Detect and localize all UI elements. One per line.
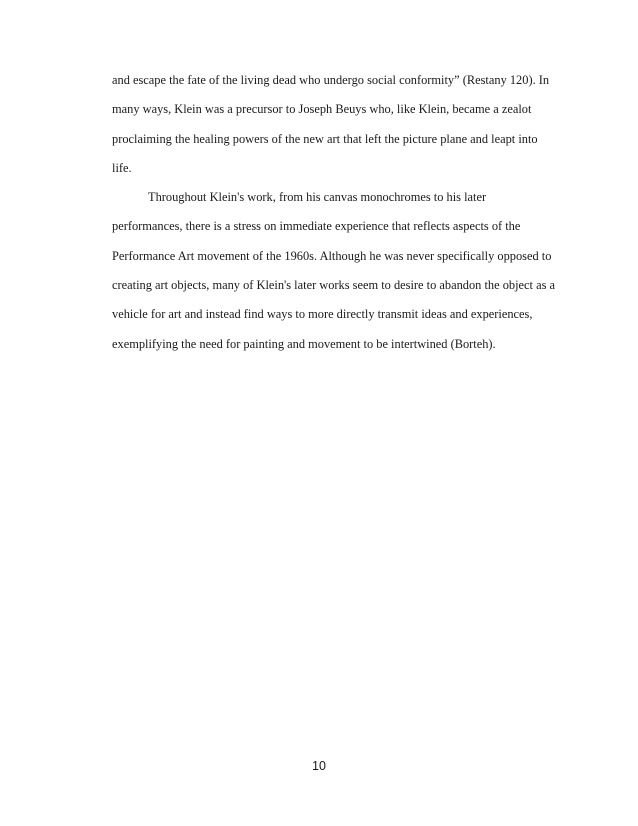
text-line: Performance Art movement of the 1960s. Although he was never specifically opposed to [112,248,552,263]
text-line: creating art objects, many of Klein's later works seem to desire to abandon the object as a [112,278,555,293]
text-line: performances, there is a stress on immediate experience that reflects aspects of the [112,219,521,234]
paragraph-2 [112,183,572,359]
text-line: vehicle for art and instead find ways to more directly transmit ideas and experiences, [112,307,533,322]
text-line: life. [112,160,132,175]
text-line: proclaiming the healing powers of the new art that left the picture plane and leapt into [112,131,538,146]
paragraph-1 [112,66,572,183]
text-line: Throughout Klein's work, from his canvas monochromes to his later [148,190,487,205]
text-line: many ways, Klein was a precursor to Joseph Beuys who, like Klein, became a zealot [112,102,532,117]
body-text [112,66,572,359]
text-line: and escape the fate of the living dead who undergo social conformity” (Restany 120). In [112,73,550,87]
page-number: 10 [312,759,326,773]
text-line: exemplifying the need for painting and movement to be intertwined (Borteh). [112,336,496,351]
